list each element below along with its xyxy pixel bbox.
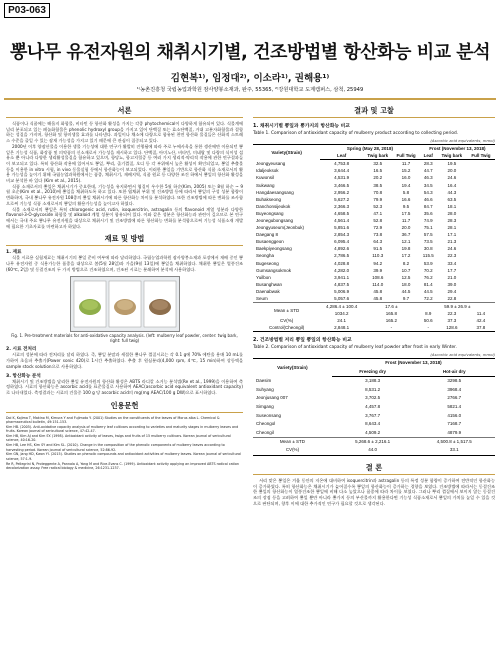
table1-row (253, 174, 495, 181)
table1-cell: 3,644.4 (334, 168, 350, 174)
table1-cell: 37.8 (467, 324, 495, 332)
table1-cell: 29.4 (447, 288, 457, 294)
table1-cell: 21.0 (447, 274, 457, 280)
table1-variety-cell: Jeongyuseum(Jeonbuk) (256, 225, 305, 231)
table1-cell: 20.0 (447, 168, 457, 174)
table1-cell: 28.1 (447, 225, 457, 231)
table2-cell: 4,457.8 (365, 403, 381, 409)
table1-cell: 45.8 (373, 295, 383, 301)
table1-cell: 19.5 (447, 161, 457, 167)
table1-variety-cell: Daenabwak (256, 288, 280, 294)
table1-cell: 45.8 (373, 288, 383, 294)
table1-variety-cell: Yuilbon (256, 274, 271, 280)
table1-row (253, 267, 495, 274)
table1-variety-cell: Baekpiyeongsang (256, 246, 292, 252)
table1-cell: 79.9 (373, 196, 383, 202)
intro-paragraph-2: 2000년 이후 양잠산물을 이용한 생물 기능성에 대한 연구가 활발히 진행됨에 따라 주로 누에사육을 통한 생산에만 이용되던 뽕잎은 기능성 식품, 화장품 및 의약품의 신소재로서 가능성을 제시하고 있다. 단백질, 아미노산, 비타민, 미네랄 및 다량의 식이성 섬유소 뿐 아니라 다양한 생리활성물질을 함유하고 있으며, 항당뇨, 항고지혈증 등 여러 가지 생리적·약리적 작용에 관한 연구결과들이 보고되고 있다. 특히 항산화 작용에 있어서도 뽕잎, 뿌리, 줄기껍질, 오디 등 각 부위에서 높은 활성이 확인되었고, 뽕잎 추출물 등을 이용한 in vitro 시험, in vivo 동물실험 등에서 항산화능이 보고되었다. 이러한 뽕잎을 기반으로 항산화 식품 소재로서의 활용 가능성을 높이기 위해 국립농업과학원에서는 품종, 채취시기, 재배지역, 식품 원료 등 다양한 조건 하에서 뽕잎의 항산화 활성을 비교 분석한 바 있다 (Kim et al., 2015). (6, 143, 243, 184)
table2-variety-cell: Suseonsang (256, 412, 282, 418)
table2-caption: Table 2. Comparison of antioxidant capacity of mulberry leaf powder after frost in early Winter. (253, 345, 457, 351)
table1-cell: 70.2 (423, 267, 433, 273)
table1-cell: 52.8 (373, 218, 383, 223)
table1-cell: 70.8 (373, 189, 383, 195)
methods-paragraph-2: 시료의 성분에 따라 전처리를 달리 하였다. 즉, 뽕잎 분말과 세절한 뽕나무 껍질시료는 각 0.1 g에 70% 에탄올 용매 10 mL를 가하여 초음파 추출기(Power sonic 420)로 1시간 추출하였다. 추출 후 원심분리(4,000 rpm, 4℃, 15 min)하여 상등액을 sample stock solution으로 사용하였다. (6, 352, 243, 369)
table1-cell: 33.4 (447, 260, 457, 266)
table1-variety-cell: Hangdaesangsang (256, 189, 294, 195)
table1-row (253, 181, 495, 188)
table1-cell: 76.2 (423, 274, 433, 280)
table2-cell: 5,268.6 ± 2,216.1 (332, 438, 414, 447)
table1-cell: 9.5 (402, 203, 410, 209)
table1-variety-cell: Busanghwan (256, 281, 283, 287)
table1-row (253, 238, 495, 245)
table1-cell: 4,286.4 ± 100.4 (320, 302, 363, 310)
table1-cell: 19.4 (401, 182, 411, 188)
table2-mean-row (253, 438, 495, 447)
table2-variety-cell: Suhyang (256, 386, 274, 392)
poster-title: 뽕나무 유전자원의 채취시기별, 건조방법별 항산화능 비교 분석 (9, 42, 491, 63)
table1 (253, 144, 495, 332)
reference-item: Kim GN, Jang HD, Kwon YI. (2015). Studies on phenolic compounds and antioxidant activities of mulberry leaves. Korean journal of sericultural science, 57:1-9. (6, 452, 241, 461)
table1-variety-cell: Daegang 8 (256, 232, 279, 238)
table1-cell: 17.5 (401, 210, 411, 216)
table1-mean-row (253, 302, 495, 310)
table1-cell: 17.7 (447, 267, 457, 273)
table1-cell: 114.0 (372, 281, 384, 287)
table2-variety-cell: Cheongol (256, 421, 276, 427)
table1-cell: 2,366.3 (334, 203, 350, 209)
table1-spring-header: Spring (May 28, 2018) (320, 145, 420, 153)
table1-cell: 34.5 (423, 182, 433, 188)
table1-cell: 42.4 (476, 318, 486, 324)
table2-cell: 4,509.2 (365, 429, 381, 435)
table1-row (253, 245, 495, 252)
table1-row (253, 189, 495, 196)
table1-cell: 28.0 (447, 210, 457, 216)
table2-row (253, 377, 495, 386)
poster-authors: 김현복¹⁾, 임정대²⁾, 이소라¹⁾, 권해용¹⁾ (170, 73, 330, 84)
table1-cell: 5,006.9 (334, 288, 350, 294)
table1-cell: 108.6 (372, 274, 384, 280)
right-column (253, 104, 495, 506)
table1-cell: 165.2 (385, 318, 398, 324)
reference-item: Kim HB. (2005). Anti-oxidative capacity analysis of mulberry leaf cultivars according to varieties and maturity stages in mulberry leaves and fruits. Korean journal of sericultural science, 47:42-47. (6, 424, 239, 434)
table2-row (253, 429, 495, 438)
table1-cell: 128.6 (437, 324, 467, 332)
table1-cell: 44.3 (447, 189, 457, 195)
table1-variety-cell: Seongha (256, 253, 275, 259)
table2-cell: 33.1 (413, 446, 495, 455)
table2-cell: 4879.9 (447, 429, 462, 435)
table1-cell: 3,941.1 (334, 274, 350, 280)
table1-variety-cell: Idaljeoksok (256, 168, 279, 174)
table2-variety-cell: Cheongil (256, 429, 274, 435)
table1-cell: 17.1 (447, 232, 457, 238)
table2-unit-note: (Ascorbic acid equivalents, mmol) (430, 352, 495, 358)
table1-cell: 52.3 (373, 203, 383, 209)
table1-cell: 5,057.6 (334, 295, 350, 301)
sample-figure (70, 276, 180, 332)
table1-cell: 12.5 (401, 274, 411, 280)
table1-row (253, 160, 495, 168)
table1-cell: 2,848.1 (320, 324, 363, 332)
table1-cell: 44.5 (423, 288, 433, 294)
title-divider (4, 98, 496, 100)
conclusion-paragraph: 서리 맞은 뽕잎은 겨울 동안의 저온에 대비하여 isoquercitrin과 astragalin 등의 특정 성분 함량이 증가하여 전반적인 항산화능이 증가하였다. 특히 항산화능은 채취시기가 늦어질수록 뽕잎의 항산화능이 증가하는 경향을 보였다. 건조방법에 따라서는 동결건조한 뽕잎의 항산화능이 열풍건조한 뽕잎에 비해 다소 높았으나 품종에 따라 차이를 보였다. 그러나 뿌리 껍질에서 보이지 않는 동결건조의 장점 등을 고려하여 뽕잎 뿐만 아니라 뽕가지 등의 부산물까지 활용한다면 기능성 식품소재로서 뽕잎의 가치를 높일 수 있을 것으로 판단되며, 향후 이에 대한 추가적인 연구가 필요할 것으로 생각된다. (253, 477, 495, 506)
table1-cell: 44.5 (401, 288, 411, 294)
table1-cell: 53.9 (423, 260, 433, 266)
table1-cell: 11.7 (401, 218, 411, 223)
sample-figure-image (71, 277, 179, 331)
table1-cell: 36.7 (401, 232, 411, 238)
table1-variety-cell: Kuwonsil (256, 175, 275, 181)
table2-variety-cell: Jeonjusang 007 (256, 395, 288, 401)
table1-row (253, 260, 495, 267)
table2-cell: 3,767.7 (365, 412, 381, 418)
table1-variety-header: Variety(Strain) (253, 145, 320, 160)
methods-sub-materials: 1. 재료 (6, 250, 22, 256)
table1-cell: 2,786.5 (334, 253, 350, 259)
table2-row (253, 394, 495, 403)
table1-cell: 115.5 (422, 253, 434, 259)
table2-cell: 3298.5 (447, 378, 462, 384)
table1-cell: 28.3 (423, 161, 433, 167)
table1-cell: 50.6 (423, 318, 433, 324)
intro-paragraph-3: 식품 소재로서의 뽕잎은 채취시기가 중요한데, 기능성을 유지하면서 엽질이 우수한 5월 하순(Kim, 2005) 또는 8월 하순 ~ 9월 초순(Kim et al., 2010)에 뽕잎을 채취하도록 하고 있다. 또한 엽채취 부위 및 건조방법 등에 따라서 뽕잎의 구성 성분 함량이 변화하며, 국내 뽕나무 유전자원 108종의 뽕잎 채취시기에 따른 항산화능 차이를 분석하였다. 또한 건조방법에 따른 변화를 조사함으로써 기능성 식품 소재로서의 뽕잎의 활용가능성을 높이고자 하였다. (6, 183, 243, 206)
table1-cell: 30.8 (423, 246, 433, 252)
table2-subheader: Hot-air dry (413, 368, 495, 377)
table1-row (253, 196, 495, 203)
table1-cell: 19.8 (401, 246, 411, 252)
table1-row (253, 252, 495, 259)
methods-heading: 재료 및 방법 (6, 232, 243, 246)
table1-cell: 73.5 (423, 239, 433, 245)
table1-variety-cell: Bugeseong (256, 260, 279, 266)
table1-row (253, 288, 495, 295)
table1-cell: 4,282.0 (334, 267, 350, 273)
table2-row (253, 403, 495, 412)
table2-cell: 4156.0 (447, 412, 462, 418)
table2-cell: 4,500.8 ± 1,517.5 (413, 438, 495, 447)
table1-cell: 59.9 ± 26.9 ± (420, 302, 495, 310)
conclusion-heading: 결 론 (253, 461, 495, 475)
table1-variety-cell: Buhakseong (256, 196, 282, 202)
table1-cell: 4,658.5 (334, 210, 350, 216)
table1-cell: 81.4 (423, 281, 433, 287)
table1-cell: 12.1 (401, 239, 411, 245)
reference-item: Kim HB, Kim AJ and Kim SY. (1998). Antioxidant activity of leaves, twigs and fruits of 15 mulberry cultivars. Korean journal of sericultural science, 40:16-20. (6, 434, 231, 443)
table2-variety-cell: Simgang (256, 403, 274, 409)
table1-cell: 21.3 (447, 239, 457, 245)
table1-subheader: Twig bark (437, 152, 467, 160)
table1-subheader: Twig bark (363, 152, 392, 160)
table1-cell: 91.5 (373, 246, 383, 252)
table2-cell: 8,531.2 (365, 386, 381, 392)
table1-cell: 110.3 (372, 253, 384, 259)
table1-cell: 9.7 (402, 295, 410, 301)
table1-row (253, 203, 495, 210)
results-sub-1: 1. 채취시기별 뽕잎과 뽕가지의 항산화능 비교 (253, 124, 350, 129)
table2-cell: 44.0 (332, 446, 414, 455)
table2-cell: 7168.7 (447, 421, 462, 427)
table1-subheader: Leaf (420, 152, 437, 160)
table2-variety-cell: Daesim (256, 378, 272, 384)
table2-cell: 2766.7 (447, 395, 462, 401)
table1-cell: 16.6 (401, 196, 411, 202)
table1-cell: 28.3 (447, 218, 457, 223)
table1-cell: - (420, 324, 437, 332)
table1-cell: 64.3 (373, 239, 383, 245)
table1-cell: 54.3 (423, 189, 433, 195)
table1-subheader: Full Twig (467, 152, 495, 160)
table1-cell: 11.7 (401, 161, 411, 167)
table1-cell: 32.5 (373, 161, 383, 167)
table1-cell: 24.1 (337, 318, 347, 324)
table2-cell: 8,643.4 (365, 421, 381, 427)
table1-cell: 46.3 (423, 175, 433, 181)
table2-row (253, 386, 495, 395)
table1-cell: 22.3 (447, 311, 457, 317)
table2-subheader: Freezing dry (332, 368, 414, 377)
table1-cell: 3,466.5 (334, 182, 350, 188)
table1-cell: 72.2 (423, 295, 433, 301)
table2 (253, 358, 495, 455)
table1-cell: 2,854.3 (334, 232, 350, 238)
table1-cell: 10.7 (401, 267, 411, 273)
table1-row (253, 274, 495, 281)
table2-cv-label: CV(%) (253, 446, 332, 455)
intro-paragraph-1: 식품이나 식품에는 해롭지 화합물, 비타민 등 항산화 활성을 가지는 각종 phytochemical이 다양하게 함유되어 있다. 식물계에 널리 분포되고 있는 페놀화합물은 phenolic hydroxyl group을 가지고 있어 단백질 또는 효소단백질, 거대 고분자화합물과 결합하는 성질을 가지며, 항산화 및 항미생물 효과를 나타낸다. 과일이나 채소에 다량으로 함유된 천연 항산화 물질들은 산화적 스트레스 수준을 줄일 수 있는 잠재 가능성을 가지고 있기 때문에 큰 관심이 집중되고 있다. (6, 121, 243, 144)
reference-item: Re R, Pellegrini N, Proteggente A, Pannala A, Yang M and Rice-Evans C. (1999). Antioxidant activity applying an improved ABTS radical cation decolorization assay. Free radical biology & medicine, 26:1231-1237. (6, 461, 239, 470)
table1-variety-cell: Danchonsijeokok (256, 203, 291, 209)
table1-cell: 18.1 (447, 203, 457, 209)
table1-cell: 4,531.9 (334, 175, 350, 181)
table1-variety-cell: Jeonegubongsang (256, 218, 294, 223)
table1-cell: 63.5 (447, 196, 457, 202)
table1-cell: 47.1 (373, 210, 383, 216)
table1-row (253, 295, 495, 303)
methods-sub-pretreatment: 2. 시료 전처리 (6, 347, 37, 353)
table1-cell: 15.2 (401, 168, 411, 174)
poster-affiliation: ¹⁾농촌진흥청 국립농업과학원 잠사양봉소재과, 완주, 55365, ²⁾강원대학교 도계캠퍼스, 삼척, 25949 (136, 87, 364, 93)
reference-item: Doi K, Kojima T, Makino M, Kimura Y and Fujimoto Y. (2001) Studies on the constituents of the leaves of Morus alba L. Chemical & pharmaceutical bulletin, 49:151-153. (6, 415, 220, 424)
table1-cell: 5.8 (402, 189, 410, 195)
table1-cell: 39.9 (373, 267, 383, 273)
table1-cell: 165.8 (385, 311, 398, 317)
table1-cell: 1034.2 (334, 311, 349, 317)
results-sub-2: 2. 건조방법별 저리 뽕잎 뽕잎의 항산화능 비교 (253, 338, 352, 344)
table1-cell: 5,851.6 (334, 225, 350, 231)
table1-unit-note: (Ascorbic acid equivalents, mmol) (430, 138, 495, 144)
table1-fall-header: Frost (November 13, 2018) (420, 145, 495, 153)
table1-variety-cell: Gumsangsokmok (256, 267, 292, 273)
methods-sub-analysis: 3. 항산화능 분석 (6, 373, 41, 379)
table1-cell: 35.6 (423, 210, 433, 216)
reference-item: Kim HB, Lee HS, Kim SY and Kim SL. (2010). Change in the composition of the phenolic components of mulberry leaves according to harvesting period. Korean journal of sericultural science, 52:86-92. (6, 443, 225, 452)
table1-cell: 24.6 (447, 246, 457, 252)
table2-group-header: Frost (November 13, 2018) (332, 359, 495, 368)
figure-caption: Fig. 1. Pre-treatment materials for anti-oxidative capacity analysis. (left: mulberry leaf powder, center: twig bark, right: full twig) (11, 333, 238, 344)
table1-cell: 6,095.4 (334, 239, 350, 245)
table1-subheader: Leaf (320, 152, 363, 160)
table1-cell: 4,561.4 (334, 218, 350, 223)
table1-cell: 4,753.8 (334, 161, 350, 167)
table2-row (253, 411, 495, 420)
table1-row (253, 167, 495, 174)
table1-variety-cell: Seum (256, 295, 268, 301)
table1-cell: 20.2 (373, 175, 383, 181)
table1-cell: 38.5 (373, 182, 383, 188)
table1-variety-cell: Busaenggeon (256, 239, 284, 245)
methods-paragraph-1: 식물 시료용 실험재료는 채취시기의 뽕잎 준비 여부에 따라 달리하였다. 국립농업과학원 잠사양봉소재과 포장에서 재배 중인 뽕나무 유전자원 중 식용가능한 품종을 대상으로 봄(5월 28일)과 가을(9월 13일)에 뽕잎을 채취하였다. 채취한 뽕잎은 열풍건조(60℃, 2일) 및 동결건조의 두 가지 방법으로 건조하였으며, 건조된 시료는 분쇄하여 분석에 사용하였다. (6, 255, 243, 272)
table1-cell: 84.7 (423, 203, 433, 209)
table1-cell: 17.6 ± (363, 302, 420, 310)
methods-paragraph-3: 채취시기 및 건조방법을 달리한 뽕잎 유전자원의 항산화 활성은 ABTS 라디칼 소거능 분석법(Re et al., 1999)을 이용하여 측정하였다. 시료의 항산화능은 ascorbic acid를 표준물질로 사용하여 AEAC(ascorbic acid equivalent antioxidant capacity)로 나타내었다. 측정결과는 시료의 건물중 100 g 당 ascorbic acid의 mg(mg AEAC/100 g DW)으로 표시하였다. (6, 378, 243, 395)
table1-cell: 37.3 (447, 318, 457, 324)
poster-id: P03-063 (4, 3, 50, 18)
table2-cell: 3,702.5 (365, 395, 381, 401)
table1-cell: 8.2 (402, 260, 410, 266)
table1-row (253, 224, 495, 231)
table1-row (253, 210, 495, 217)
table1-cell: 11.4 (476, 311, 486, 317)
table2-row (253, 420, 495, 429)
table1-cell: 22.3 (447, 253, 457, 259)
table1-cell: 4,892.6 (334, 246, 350, 252)
table1-cell: 16.5 (373, 168, 383, 174)
table2-variety-header: Variety(Strain) (253, 359, 332, 377)
table1-caption: Table 1. Comparison of antioxidant capacity of mulberry product according to collecting period. (253, 131, 459, 136)
table1-cell: 24.6 (447, 175, 457, 181)
table1-cv-row (253, 317, 495, 324)
table1-cell: 46.6 (423, 196, 433, 202)
table1-cell: 57.5 (423, 232, 433, 238)
table1-control-label: Control(Cheongil) (253, 324, 320, 332)
table1-cell: 73.8 (373, 232, 383, 238)
intro-paragraph-4: 식물 소재로서의 뽕잎은 특히 chlorogenic acid, rutin, isoquercitrin, astragalin 등의 flavonoid 계열 성분과 다양한 flavonol-3-O-glycoside 화합물 및 alkaloid 계열 성분이 함유되어 있다. 이와 같은 성분은 항산화능과 관련이 깊으므로 본 연구에서는 국내 주요 뽕나무 유전자원을 대상으로 채취시기 및 건조방법에 따른 항산화능 변화를 분석함으로써 기능성 식품소재 개발에 필요한 기초자료를 마련하고자 하였다. (6, 206, 243, 229)
table1-control-row (253, 324, 495, 332)
table1-cell: 8.9 (425, 311, 432, 317)
table1-cell: 2,956.2 (334, 189, 350, 195)
table1-variety-cell: Buyeongsang (256, 210, 284, 216)
results-heading: 결과 및 고찰 (253, 104, 495, 118)
table1-cell: 74.9 (423, 218, 433, 223)
table1-cell: 94.2 (373, 260, 383, 266)
table2-mean-label: Mean ± STD (253, 438, 332, 447)
references-list (6, 416, 243, 471)
table2-cell: 3968.4 (447, 386, 462, 392)
table1-cell: 18.0 (401, 281, 411, 287)
table1-row (253, 281, 495, 288)
table1-cell: 22.8 (447, 295, 457, 301)
table2-cv-row (253, 446, 495, 455)
table1-cell: - (363, 324, 420, 332)
intro-heading: 서론 (6, 104, 243, 118)
table1-cell: 4,028.8 (334, 260, 350, 266)
table1-cell: 39.0 (447, 281, 457, 287)
table2-cell: 5821.4 (447, 403, 462, 409)
left-column (6, 104, 243, 471)
table2-cell: 3,188.3 (365, 378, 381, 384)
table1-cell: 4,837.5 (334, 281, 350, 287)
table1-cell: 16.4 (447, 182, 457, 188)
table1-cv-label: CV(%) (279, 318, 294, 324)
table1-cell: 16.0 (401, 175, 411, 181)
table1-cell: 72.9 (373, 225, 383, 231)
table1-cell: 5,627.2 (334, 196, 350, 202)
table1-mean-label: Mean ± STD (253, 302, 320, 317)
table1-row (253, 217, 495, 224)
table1-variety-cell: Sukwang (256, 182, 275, 188)
table1-cell: 44.7 (423, 168, 433, 174)
table1-cell: 17.2 (401, 253, 411, 259)
table1-row (253, 231, 495, 238)
table1-cell: 20.0 (401, 225, 411, 231)
table1-variety-cell: Jeongyeusang (256, 161, 286, 167)
table1-subheader: Full Twig (392, 152, 419, 160)
references-heading: 인용문헌 (6, 399, 243, 413)
table1-cell: 75.1 (423, 225, 433, 231)
